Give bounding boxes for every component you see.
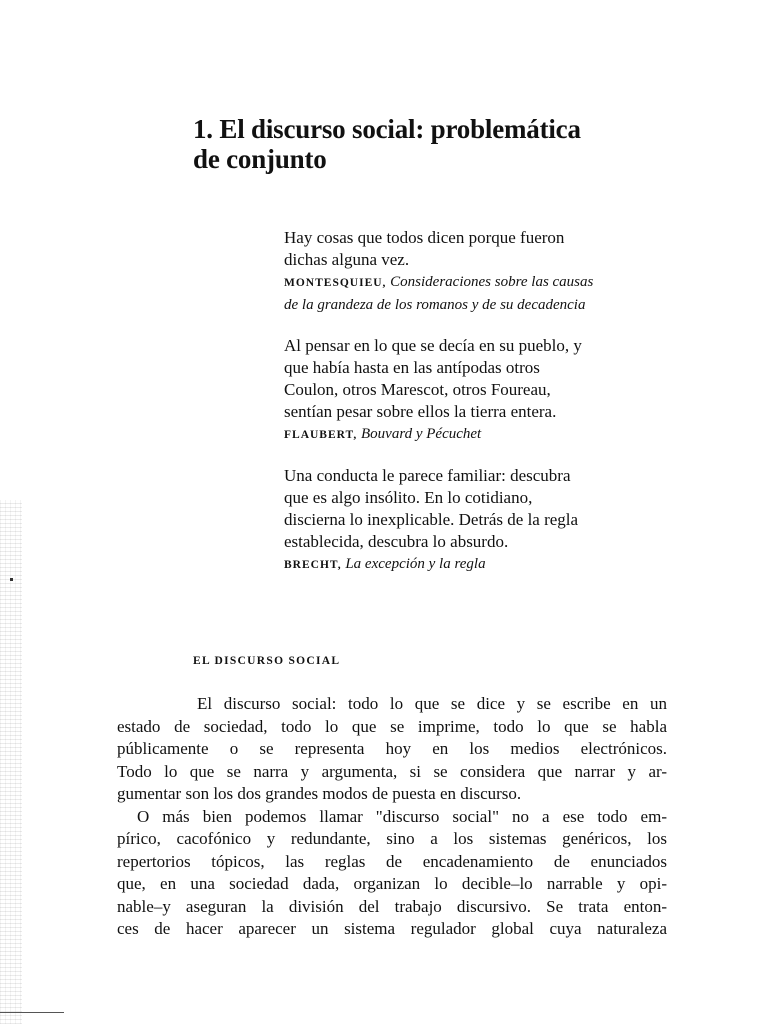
epigraph-line: Una conducta le parece familiar: descubra	[284, 466, 571, 485]
body-line: estado de sociedad, todo lo que se imprime, todo lo que se habla	[117, 716, 667, 736]
epigraph-author: FLAUBERT,	[284, 429, 358, 441]
body-line: El discurso social: todo lo que se dice y se escribe en un	[197, 694, 667, 713]
chapter-title	[193, 114, 693, 174]
section-heading: EL DISCURSO SOCIAL	[193, 655, 341, 667]
epigraph-work-continued: de la grandeza de los romanos y de su decadencia	[284, 297, 586, 313]
body-paragraph	[117, 693, 667, 941]
body-line: gumentar son los dos grandes modos de puesta en discurso.	[117, 784, 522, 803]
body-line: públicamente o se representa hoy en los medios electrónicos.	[117, 739, 667, 758]
epigraph-source	[284, 423, 684, 446]
epigraph-line: Al pensar en lo que se decía en su pueblo, y	[284, 336, 582, 355]
body-line: nable–y aseguran la división del trabajo discursivo. Se trata enton-	[117, 896, 667, 916]
body-line: repertorios tópicos, las reglas de encadenamiento de enunciados	[117, 851, 667, 871]
chapter-title-line-2: de conjunto	[193, 144, 327, 174]
epigraphs	[284, 227, 684, 595]
epigraph-work: Consideraciones sobre las causas	[390, 274, 594, 290]
scan-bottom-rule	[0, 1012, 64, 1013]
epigraph-line: sentían pesar sobre ellos la tierra entera.	[284, 402, 557, 421]
body-line: pírico, cacofónico y redundante, sino a los sistemas genéricos, los	[117, 829, 667, 848]
epigraph-work: La excepción y la regla	[345, 556, 486, 572]
epigraph-line: que es algo insólito. En lo cotidiano,	[284, 488, 533, 507]
epigraph-source	[284, 271, 684, 294]
epigraph	[284, 227, 684, 316]
epigraph-line: Coulon, otros Marescot, otros Foureau,	[284, 380, 551, 399]
epigraph	[284, 465, 684, 576]
epigraph-author: BRECHT,	[284, 559, 342, 571]
epigraph-line: discierna lo inexplicable. Detrás de la regla	[284, 510, 579, 529]
body-line: Todo lo que se narra y argumenta, si se considera que narrar y ar-	[117, 761, 667, 781]
epigraph-line: establecida, descubra lo absurdo.	[284, 532, 509, 551]
epigraph-line: que había hasta en las antípodas otros	[284, 358, 540, 377]
epigraph-author: MONTESQUIEU,	[284, 277, 387, 289]
body-line: O más bien podemos llamar "discurso social" no a ese todo em-	[137, 806, 667, 826]
epigraph-line: dichas alguna vez.	[284, 250, 410, 269]
chapter-title-line-1: 1. El discurso social: problemática	[193, 114, 581, 144]
scan-speck	[10, 578, 13, 581]
epigraph	[284, 335, 684, 446]
epigraph-source	[284, 553, 684, 576]
epigraph-line: Hay cosas que todos dicen porque fueron	[284, 228, 565, 247]
epigraph-work: Bouvard y Pécuchet	[361, 426, 482, 442]
body-line: que, en una sociedad dada, organizan lo decible–lo narrable y opi-	[117, 874, 667, 893]
body-line: ces de hacer aparecer un sistema regulador global cuya naturaleza	[117, 919, 667, 938]
